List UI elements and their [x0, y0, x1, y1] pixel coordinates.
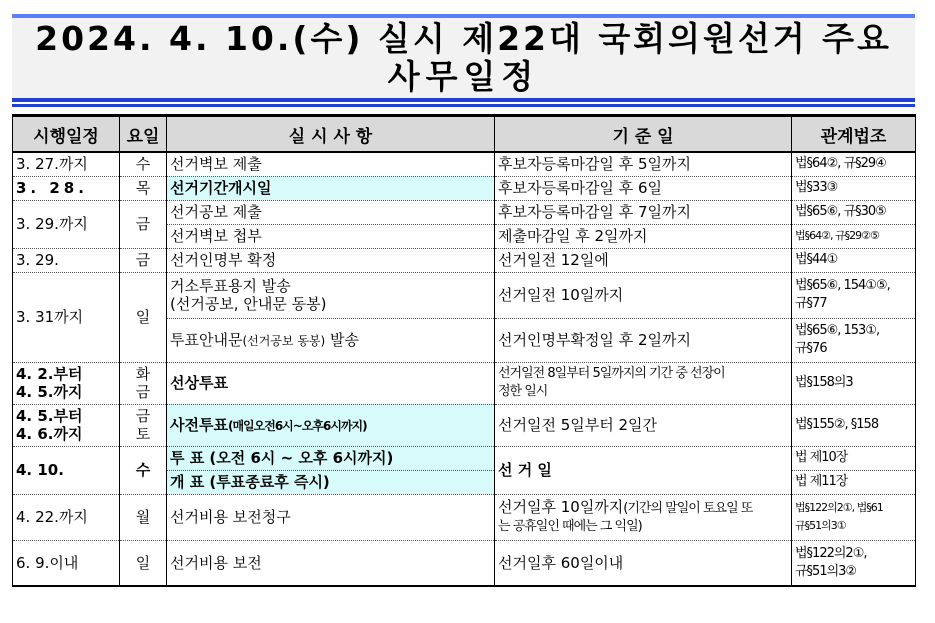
table-row — [13, 200, 916, 224]
title-banner — [12, 14, 915, 102]
task-note: (선거공보 동봉) — [242, 333, 326, 348]
cell-day: 월 — [120, 494, 167, 540]
cell-law: 법§65⑥, 규§30⑤ — [792, 200, 916, 224]
cell-basis: 선거일전 5일부터 2일간 — [495, 404, 792, 446]
header-task: 실 시 사 항 — [167, 116, 495, 153]
cell-date — [13, 362, 120, 404]
cell-law: 법§158의3 — [792, 362, 916, 404]
date-line: 4. 6.까지 — [16, 425, 83, 443]
law-line: 규§51의3② — [795, 563, 857, 579]
cell-date: 3. 29.까지 — [13, 200, 120, 248]
cell-basis: 후보자등록마감일 후 7일까지 — [495, 200, 792, 224]
table-row — [13, 272, 916, 318]
law-line: 법§122의2①, — [795, 545, 867, 561]
header-day: 요일 — [120, 116, 167, 153]
cell-task: 선거비용 보전 — [167, 540, 495, 586]
cell-date — [13, 404, 120, 446]
basis-line: 선거일전 8일부터 5일까지의 기간 중 선장이 — [498, 366, 725, 381]
cell-task: 선거비용 보전청구 — [167, 494, 495, 540]
cell-task: 선거벽보 첩부 — [167, 224, 495, 248]
table-row — [13, 446, 916, 470]
cell-law: 법 제10장 — [792, 446, 916, 470]
cell-day: 목 — [120, 176, 167, 200]
task-text: 발송 — [325, 330, 359, 349]
cell-law: 법§64②, 규§29④ — [792, 152, 916, 176]
cell-basis: 선거일전 12일에 — [495, 248, 792, 272]
cell-day — [120, 404, 167, 446]
day-line: 금 — [135, 383, 151, 401]
header-date: 시행일정 — [13, 116, 120, 153]
cell-day: 수 — [120, 446, 167, 494]
cell-day: 일 — [120, 540, 167, 586]
table-row — [13, 494, 916, 540]
cell-date: 3. 28. — [13, 176, 120, 200]
cell-task: 선거공보 제출 — [167, 200, 495, 224]
cell-date: 3. 27.까지 — [13, 152, 120, 176]
cell-basis: 선거인명부확정일 후 2일까지 — [495, 318, 792, 362]
table-row — [13, 176, 916, 200]
cell-day: 금 — [120, 248, 167, 272]
basis-text: 선거일후 10일까지 — [498, 498, 624, 516]
law-line: 법§65⑥, 153①, — [795, 323, 880, 338]
basis-note: 는 공휴일인 때에는 그 익일) — [498, 519, 642, 534]
cell-law: 법§155②, §158 — [792, 404, 916, 446]
title-underline — [12, 104, 915, 107]
cell-task: 선거인명부 확정 — [167, 248, 495, 272]
page-title: 2024. 4. 10.(수) 실시 제22대 국회의원선거 주요 — [35, 19, 892, 58]
cell-date: 4. 22.까지 — [13, 494, 120, 540]
basis-note: (기간의 말일이 토요일 또 — [623, 501, 753, 516]
cell-date: 3. 29. — [13, 248, 120, 272]
basis-line: 정한 일시 — [498, 384, 548, 399]
table-row — [13, 248, 916, 272]
cell-task: 투 표 (오전 6시 ~ 오후 6시까지) — [167, 446, 495, 470]
cell-law: 법§33③ — [792, 176, 916, 200]
cell-law — [792, 318, 916, 362]
table-row — [13, 362, 916, 404]
cell-basis — [495, 494, 792, 540]
cell-task: 선거벽보 제출 — [167, 152, 495, 176]
task-text: 사전투표 — [170, 415, 228, 434]
cell-date: 3. 31까지 — [13, 272, 120, 362]
cell-basis: 후보자등록마감일 후 6일 — [495, 176, 792, 200]
cell-date: 6. 9.이내 — [13, 540, 120, 586]
cell-law: 법 제11장 — [792, 470, 916, 494]
page-title-line2: 사무일정 — [387, 57, 540, 96]
day-line: 토 — [135, 425, 151, 443]
cell-law: 법§44① — [792, 248, 916, 272]
cell-law — [792, 272, 916, 318]
cell-day: 수 — [120, 152, 167, 176]
cell-task: 선상투표 — [167, 362, 495, 404]
cell-law: 법§64②, 규§29②⑤ — [792, 224, 916, 248]
cell-day: 일 — [120, 272, 167, 362]
cell-basis: 후보자등록마감일 후 5일까지 — [495, 152, 792, 176]
law-line: 법§65⑥, 154①⑤, — [795, 278, 890, 293]
cell-basis: 선거일전 10일까지 — [495, 272, 792, 318]
law-line: 규§76 — [795, 341, 827, 356]
task-line: 거소투표용지 발송 — [170, 277, 291, 295]
day-line: 금 — [135, 407, 151, 425]
date-line: 4. 2.부터 — [16, 365, 83, 383]
law-line: 규§77 — [795, 296, 827, 311]
task-note: (선거공보, 안내문 동봉) — [170, 295, 327, 313]
table-row — [13, 404, 916, 446]
header-law: 관계법조 — [792, 116, 916, 153]
task-note: (매일오전6시~오후6시까지) — [227, 418, 367, 433]
date-line: 4. 5.부터 — [16, 407, 83, 425]
law-line: 법§122의2①, 법§61 — [795, 501, 883, 514]
table-row — [13, 152, 916, 176]
date-line: 4. 5.까지 — [16, 383, 83, 401]
law-line: 규§51의3① — [795, 519, 846, 532]
cell-law — [792, 540, 916, 586]
table-row — [13, 540, 916, 586]
title-top-accent — [12, 14, 915, 18]
cell-task — [167, 272, 495, 318]
header-basis: 기 준 일 — [495, 116, 792, 153]
cell-day: 금 — [120, 200, 167, 248]
cell-basis: 선거일후 60일이내 — [495, 540, 792, 586]
task-text: 투표안내문 — [170, 330, 243, 349]
cell-day — [120, 362, 167, 404]
cell-basis: 제출마감일 후 2일까지 — [495, 224, 792, 248]
day-line: 화 — [135, 365, 151, 383]
cell-basis: 선 거 일 — [495, 446, 792, 494]
schedule-table — [12, 114, 916, 587]
cell-task — [167, 318, 495, 362]
cell-task — [167, 404, 495, 446]
cell-basis — [495, 362, 792, 404]
table-header-row — [13, 116, 916, 153]
cell-task: 개 표 (투표종료후 즉시) — [167, 470, 495, 494]
cell-date: 4. 10. — [13, 446, 120, 494]
cell-law — [792, 494, 916, 540]
cell-task: 선거기간개시일 — [167, 176, 495, 200]
